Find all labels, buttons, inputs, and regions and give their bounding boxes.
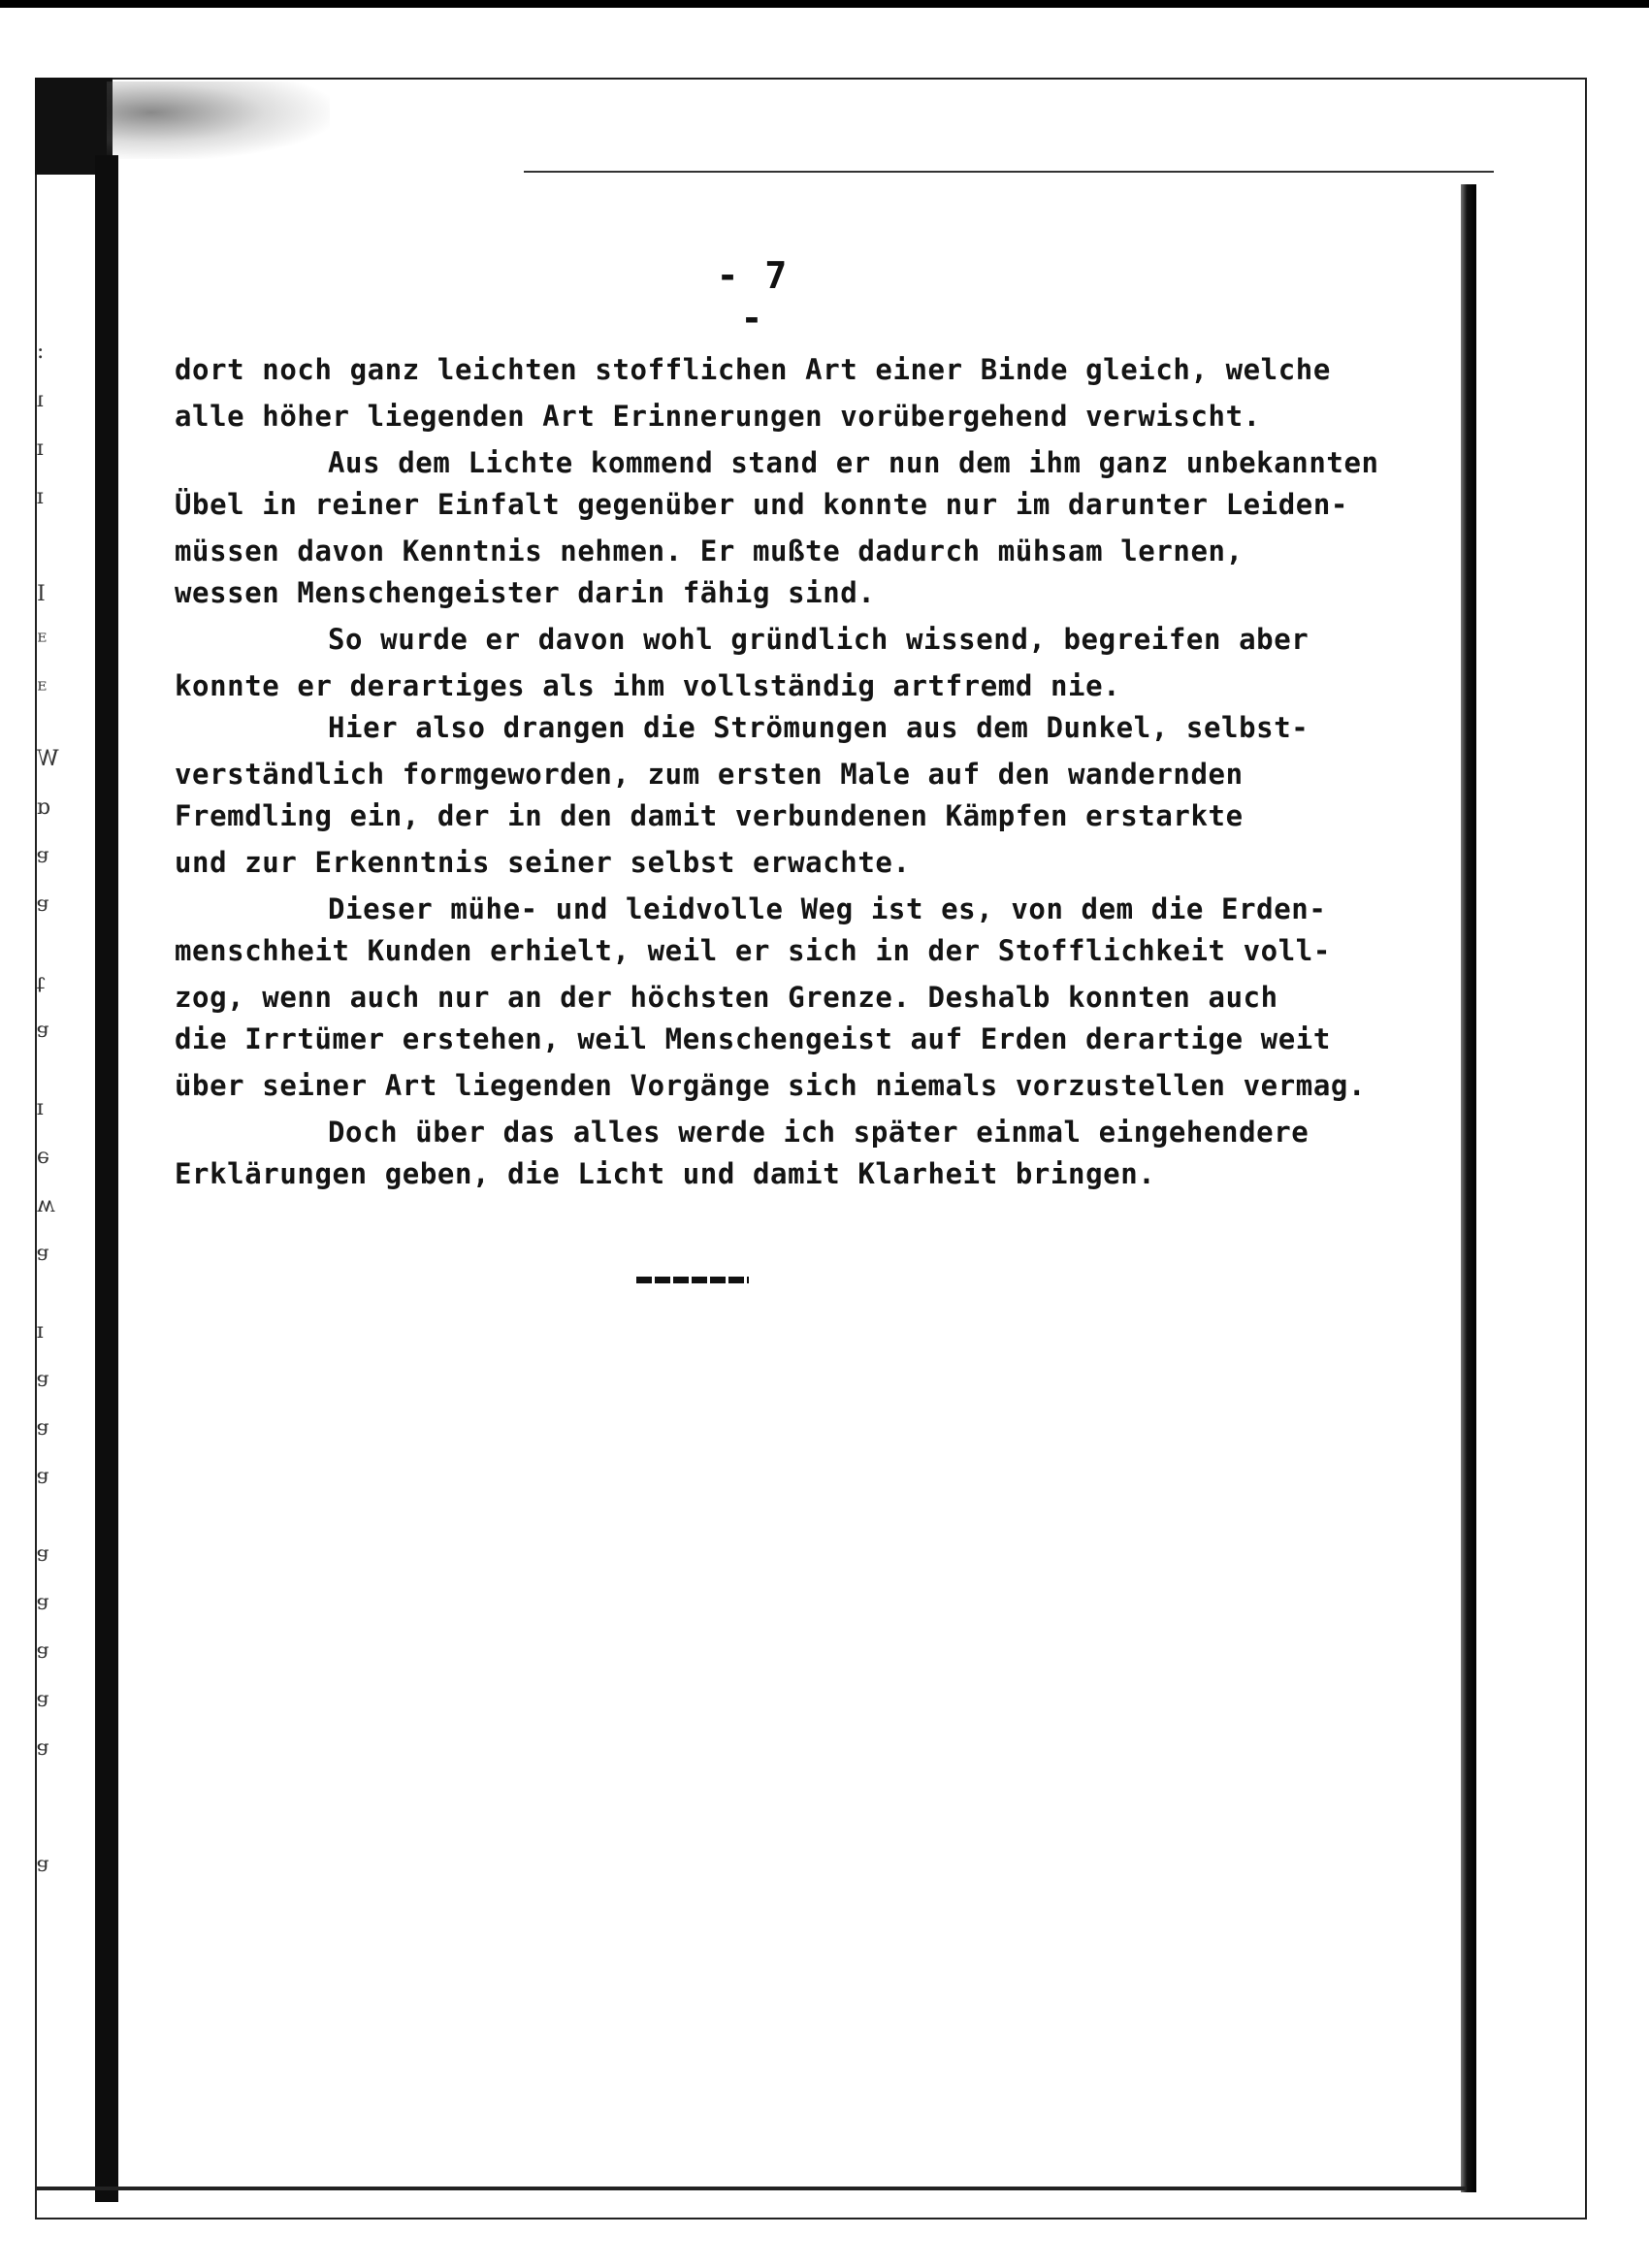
bleed-through-mark: ɐ [37, 892, 50, 917]
text-line: dort noch ganz leichten stofflichen Art einer Binde gleich, welche [175, 353, 1331, 386]
text-line: So wurde er davon wohl gründlich wissend, begreifen aber [328, 623, 1310, 656]
bleed-through-mark: W [37, 747, 59, 771]
text-line: die Irrtümer erstehen, weil Menschengeist auf Erden derartige weit [175, 1022, 1331, 1055]
top-edge-bar [0, 0, 1649, 8]
page-top-edge [524, 171, 1494, 173]
text-line: Hier also drangen die Strömungen aus dem Dunkel, selbst- [328, 711, 1310, 744]
bleed-through-mark: ɪ [37, 437, 45, 461]
left-binding-shadow [95, 155, 118, 2202]
bleed-through-mark: ɐ [37, 1736, 50, 1761]
bleed-through-mark: ɐ [37, 844, 50, 868]
bleed-through-mark: ɪ [37, 1319, 45, 1344]
bleed-through-mark: ɐ [37, 1542, 50, 1567]
bleed-through-mark: ɐ [37, 1688, 50, 1712]
text-line: Doch über das alles werde ich später einmal eingehendere [328, 1116, 1310, 1149]
bleed-through-mark: ɐ [37, 1368, 50, 1392]
bleed-through-mark: ɪ [37, 1096, 45, 1120]
bleed-through-mark: I [37, 582, 46, 606]
text-line: müssen davon Kenntnis nehmen. Er mußte dadurch mühsam lernen, [175, 535, 1244, 567]
right-page-edge-shadow [1461, 184, 1476, 2192]
bleed-through-mark: ɐ [37, 1019, 50, 1043]
bleed-through-mark: ɐ [37, 1853, 50, 1877]
text-line: Übel in reiner Einfalt gegenüber und konnte nur im darunter Leiden- [175, 488, 1348, 521]
bleed-through-mark: ʍ [37, 1193, 55, 1217]
bleed-through-mark: ᴲ [37, 631, 48, 655]
bleed-through-mark: ɪ [37, 485, 45, 509]
text-line: und zur Erkenntnis seiner selbst erwachte. [175, 846, 911, 879]
section-end-mark [636, 1277, 749, 1283]
text-line: Erklärungen geben, die Licht und damit Klarheit bringen. [175, 1157, 1156, 1190]
bleed-through-mark: ɐ [37, 1465, 50, 1489]
text-line: zog, wenn auch nur an der höchsten Grenze. Deshalb konnten auch [175, 981, 1278, 1014]
bleed-through-mark: ɐ [37, 1242, 50, 1266]
text-line: konnte er derartiges als ihm vollständig artfremd nie. [175, 669, 1121, 702]
text-line: wessen Menschengeister darin fähig sind. [175, 576, 876, 609]
text-line: verständlich formgeworden, zum ersten Male auf den wandernden [175, 758, 1244, 791]
text-line: Fremdling ein, der in den damit verbundenen Kämpfen erstarkte [175, 799, 1244, 832]
bleed-through-mark: ǝ [37, 1145, 50, 1169]
bleed-through-mark: ı [37, 388, 45, 412]
bleed-through-mark: ɑ [37, 795, 51, 820]
scan-corner-smear [107, 81, 330, 159]
bleed-through-mark: ɐ [37, 1416, 50, 1441]
text-line: über seiner Art liegenden Vorgänge sich niemals vorzustellen vermag. [175, 1069, 1367, 1102]
bleed-through-mark: ᴲ [37, 679, 48, 703]
text-line: Dieser mühe- und leidvolle Weg ist es, von dem die Erden- [328, 892, 1327, 925]
text-line: menschheit Kunden erhielt, weil er sich in der Stofflichkeit voll- [175, 934, 1331, 967]
text-line: alle höher liegenden Art Erinnerungen vorübergehend verwischt. [175, 400, 1261, 433]
page-number: - 7 - [716, 254, 790, 340]
bleed-through-mark: ʇ [37, 970, 46, 994]
bleed-through-mark: : [37, 340, 45, 364]
page-bottom-edge [35, 2187, 1467, 2190]
bleed-through-mark: ɐ [37, 1639, 50, 1664]
text-line: Aus dem Lichte kommend stand er nun dem ihm ganz unbekannten [328, 446, 1379, 479]
bleed-through-mark: ɐ [37, 1591, 50, 1615]
